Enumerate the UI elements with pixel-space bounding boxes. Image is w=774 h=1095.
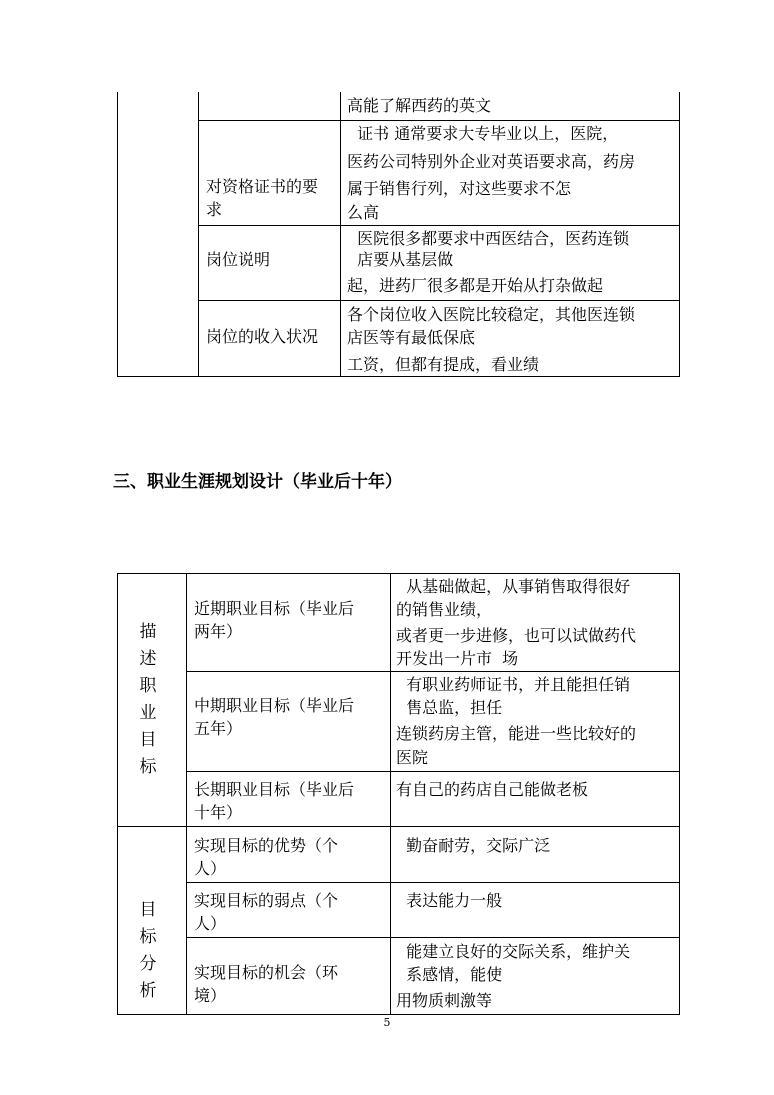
table1-border-col2 (340, 92, 341, 377)
table1-row-divider (198, 120, 680, 121)
table2-border-col1 (186, 573, 187, 1015)
table2-cell-content: 用物质刺激等 (396, 991, 493, 1010)
table2-cell-content: 售总监，担任 (396, 698, 503, 717)
table1-cell-content: 证书 通常要求大专毕业以上，医院， (347, 124, 619, 143)
table2-row-divider (186, 937, 680, 938)
table2-cell-content: 有自己的药店自己能做老板 (396, 780, 589, 799)
table1-cell-content: 店医等有最低保底 (347, 328, 476, 347)
table2-cell-label: 十年） (194, 803, 243, 822)
table2-cell-content: 能建立良好的交际关系，维护关 (396, 942, 631, 961)
table2-cell-label: 人） (194, 914, 227, 933)
table2-cell-content: 表达能力一般 (396, 891, 503, 910)
table2-cell-content: 开发出一片市 场 (396, 649, 519, 668)
table2-cell-content: 勤奋耐劳，交际广泛 (396, 836, 551, 855)
table2-cell-label: 境） (194, 986, 227, 1005)
table2-cell-content: 医院 (396, 748, 429, 767)
table2-cell-content: 的销售业绩， (396, 600, 493, 619)
table1-cell-content: 各个岗位收入医院比较稳定，其他医连锁 (347, 305, 636, 324)
table1-border-right (679, 92, 680, 377)
table1-border-col1 (198, 92, 199, 377)
table1-cell-content: 起，进药厂很多都是开始从打杂做起 (347, 276, 604, 295)
page-number: 5 (383, 1016, 391, 1029)
table2-cell-label: 人） (194, 859, 227, 878)
table2-cell-label: 中期职业目标（毕业后 (194, 696, 355, 715)
table2-border-col2 (390, 573, 391, 1015)
table1-row-divider (198, 225, 680, 226)
group-label-goal-analysis: 目标分析 (139, 900, 157, 1001)
table1-cell-content: 高能了解西药的英文 (347, 96, 492, 115)
table2-row-divider (186, 882, 680, 883)
table2-cell-content: 从基础做起，从事销售取得很好 (396, 577, 631, 596)
table1-cell-content: 医院很多都要求中西医结合，医药连锁 (347, 229, 630, 248)
table2-cell-label: 实现目标的优势（个 (194, 836, 339, 855)
table2-border-right (679, 573, 680, 1015)
table1-cell-label: 求 (206, 200, 223, 219)
table2-cell-label: 实现目标的弱点（个 (194, 891, 339, 910)
table2-row-divider (186, 771, 680, 772)
table1-cell-content: 医药公司特别外企业对英语要求高，药房 (347, 152, 636, 171)
table2-row-divider (186, 671, 680, 672)
table2-border-bottom (117, 1014, 680, 1015)
table2-cell-content: 或者更一步进修，也可以试做药代 (396, 626, 637, 645)
table2-cell-content: 有职业药师证书，并且能担任销 (396, 675, 631, 694)
section-title: 三、职业生涯规划设计（毕业后十年） (113, 472, 402, 492)
table1-cell-label: 岗位说明 (206, 250, 271, 269)
table1-row-divider (198, 300, 680, 301)
table2-cell-label: 近期职业目标（毕业后 (194, 599, 355, 618)
table1-border-bottom (117, 376, 680, 377)
table2-cell-content: 连锁药房主管，能进一些比较好的 (396, 724, 637, 743)
table1-border-left (117, 92, 118, 377)
table2-cell-label: 实现目标的机会（环 (194, 963, 339, 982)
table1-cell-content: 工资，但都有提成，看业绩 (347, 355, 540, 374)
table1-cell-content: 属于销售行列，对这些要求不怎 (347, 179, 572, 198)
table2-group-divider (117, 826, 680, 827)
table2-cell-label: 长期职业目标（毕业后 (194, 780, 355, 799)
table2-cell-content: 系感情，能使 (396, 965, 503, 984)
table1-cell-label: 对资格证书的要 (206, 177, 319, 196)
table2-cell-label: 五年） (194, 719, 243, 738)
table1-cell-content: 么高 (347, 203, 380, 222)
table2-cell-label: 两年） (194, 622, 243, 641)
table2-border-top (117, 573, 680, 574)
table1-cell-label: 岗位的收入状况 (206, 327, 319, 346)
table2-border-left (117, 573, 118, 1015)
table1-cell-content: 店要从基层做 (347, 250, 454, 269)
group-label-career-goals: 描述职业目标 (139, 622, 157, 777)
